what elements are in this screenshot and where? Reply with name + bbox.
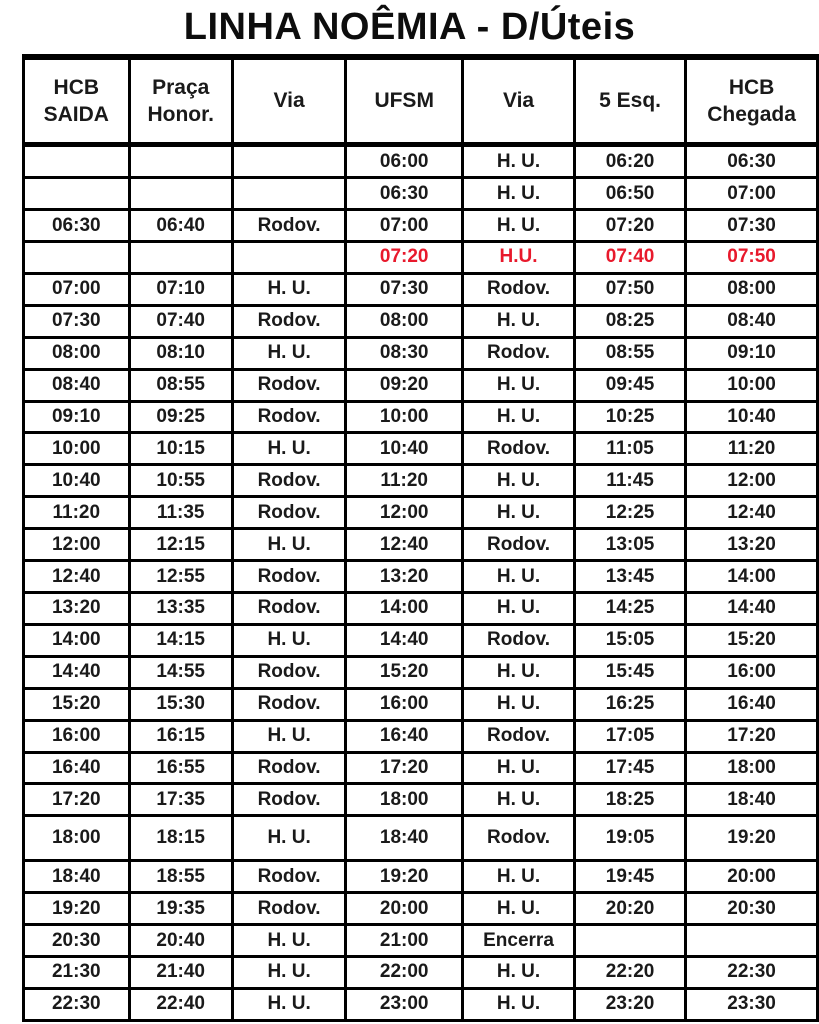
- time-cell: H. U.: [232, 529, 346, 561]
- time-cell: 17:05: [575, 720, 686, 752]
- time-cell: Encerra: [463, 925, 575, 957]
- time-cell: 22:00: [346, 957, 463, 989]
- time-cell: Rodov.: [463, 529, 575, 561]
- time-cell: H. U.: [463, 305, 575, 337]
- time-cell: 16:40: [346, 720, 463, 752]
- time-cell: 14:40: [24, 656, 130, 688]
- time-cell: 12:40: [686, 497, 818, 529]
- header-cell: [232, 57, 346, 145]
- time-cell: 07:00: [686, 178, 818, 210]
- time-cell: Rodov.: [232, 688, 346, 720]
- time-cell: 13:45: [575, 561, 686, 593]
- time-cell: 20:00: [686, 861, 818, 893]
- time-cell: H. U.: [463, 784, 575, 816]
- time-cell: 06:00: [346, 145, 463, 178]
- time-cell: Rodov.: [463, 816, 575, 861]
- header-cell: [463, 57, 575, 145]
- table-row: [24, 784, 818, 816]
- time-cell: 08:40: [686, 305, 818, 337]
- table-row: [24, 337, 818, 369]
- time-cell: 07:20: [346, 242, 463, 274]
- time-cell: H. U.: [463, 178, 575, 210]
- time-cell: H. U.: [463, 369, 575, 401]
- time-cell: H.U.: [463, 242, 575, 274]
- time-cell: Rodov.: [232, 369, 346, 401]
- table-row: [24, 988, 818, 1020]
- time-cell: 11:20: [346, 465, 463, 497]
- time-cell: 08:25: [575, 305, 686, 337]
- header-line: Chegada: [707, 103, 796, 126]
- time-cell: 07:00: [346, 210, 463, 242]
- time-cell: 11:05: [575, 433, 686, 465]
- time-cell: 07:30: [346, 273, 463, 305]
- time-cell: 21:00: [346, 925, 463, 957]
- time-cell: 13:20: [346, 561, 463, 593]
- time-cell: 07:50: [686, 242, 818, 274]
- header-line: Praça: [152, 75, 210, 99]
- time-cell: 09:10: [24, 401, 130, 433]
- time-cell: 17:35: [129, 784, 232, 816]
- time-cell: Rodov.: [463, 624, 575, 656]
- time-cell: H. U.: [463, 988, 575, 1020]
- table-row: [24, 925, 818, 957]
- header-cell: [129, 57, 232, 145]
- time-cell: Rodov.: [463, 720, 575, 752]
- time-cell: 14:00: [24, 624, 130, 656]
- time-cell: 10:40: [24, 465, 130, 497]
- time-cell: 16:00: [24, 720, 130, 752]
- time-cell: 23:20: [575, 988, 686, 1020]
- time-cell: Rodov.: [232, 401, 346, 433]
- header-cell: [346, 57, 463, 145]
- time-cell: 07:00: [24, 273, 130, 305]
- time-cell: [129, 242, 232, 274]
- time-cell: H. U.: [463, 688, 575, 720]
- header-line: Via: [502, 89, 535, 113]
- header-line: Via: [273, 89, 305, 113]
- time-cell: Rodov.: [232, 497, 346, 529]
- time-cell: 11:35: [129, 497, 232, 529]
- table-row: [24, 401, 818, 433]
- time-cell: 06:30: [686, 145, 818, 178]
- table-row: [24, 529, 818, 561]
- time-cell: 10:00: [24, 433, 130, 465]
- table-row: [24, 242, 818, 274]
- time-cell: 15:20: [686, 624, 818, 656]
- timetable-header-row: [24, 57, 818, 145]
- time-cell: 06:50: [575, 178, 686, 210]
- time-cell: Rodov.: [232, 752, 346, 784]
- time-cell: 16:40: [686, 688, 818, 720]
- time-cell: 22:30: [24, 988, 130, 1020]
- time-cell: 19:20: [346, 861, 463, 893]
- time-cell: H. U.: [463, 861, 575, 893]
- time-cell: 15:20: [24, 688, 130, 720]
- time-cell: 17:45: [575, 752, 686, 784]
- table-row: [24, 592, 818, 624]
- time-cell: H. U.: [232, 337, 346, 369]
- table-row: [24, 273, 818, 305]
- table-row: [24, 145, 818, 178]
- time-cell: 11:20: [24, 497, 130, 529]
- time-cell: 20:00: [346, 893, 463, 925]
- time-cell: 09:20: [346, 369, 463, 401]
- table-row: [24, 624, 818, 656]
- header-line: HCB: [728, 75, 775, 99]
- table-row: [24, 561, 818, 593]
- table-row: [24, 497, 818, 529]
- time-cell: 15:30: [129, 688, 232, 720]
- time-cell: 07:30: [24, 305, 130, 337]
- time-cell: 21:30: [24, 957, 130, 989]
- time-cell: 06:20: [575, 145, 686, 178]
- time-cell: 10:40: [686, 401, 818, 433]
- time-cell: 15:45: [575, 656, 686, 688]
- time-cell: 16:40: [24, 752, 130, 784]
- table-row: [24, 433, 818, 465]
- time-cell: 07:40: [129, 305, 232, 337]
- time-cell: 18:55: [129, 861, 232, 893]
- time-cell: H. U.: [463, 401, 575, 433]
- time-cell: 12:55: [129, 561, 232, 593]
- time-cell: Rodov.: [232, 210, 346, 242]
- time-cell: 07:50: [575, 273, 686, 305]
- time-cell: 10:15: [129, 433, 232, 465]
- time-cell: H. U.: [463, 497, 575, 529]
- time-cell: [232, 178, 346, 210]
- time-cell: 11:20: [686, 433, 818, 465]
- time-cell: 19:20: [686, 816, 818, 861]
- time-cell: Rodov.: [232, 465, 346, 497]
- time-cell: 17:20: [24, 784, 130, 816]
- time-cell: 12:40: [24, 561, 130, 593]
- time-cell: 19:20: [24, 893, 130, 925]
- table-row: [24, 752, 818, 784]
- table-row: [24, 656, 818, 688]
- time-cell: H. U.: [463, 656, 575, 688]
- time-cell: 07:10: [129, 273, 232, 305]
- time-cell: 07:20: [575, 210, 686, 242]
- table-row: [24, 861, 818, 893]
- time-cell: 09:25: [129, 401, 232, 433]
- time-cell: [129, 178, 232, 210]
- time-cell: 08:10: [129, 337, 232, 369]
- time-cell: 18:00: [24, 816, 130, 861]
- time-cell: 08:30: [346, 337, 463, 369]
- table-row: [24, 688, 818, 720]
- time-cell: 08:40: [24, 369, 130, 401]
- time-cell: 14:00: [686, 561, 818, 593]
- header-line: UFSM: [374, 89, 434, 113]
- time-cell: 11:45: [575, 465, 686, 497]
- time-cell: 19:35: [129, 893, 232, 925]
- time-cell: 18:25: [575, 784, 686, 816]
- time-cell: 18:40: [346, 816, 463, 861]
- time-cell: 10:55: [129, 465, 232, 497]
- time-cell: H. U.: [232, 433, 346, 465]
- time-cell: 12:25: [575, 497, 686, 529]
- table-row: [24, 957, 818, 989]
- time-cell: 17:20: [346, 752, 463, 784]
- time-cell: [575, 925, 686, 957]
- time-cell: 12:00: [686, 465, 818, 497]
- time-cell: 18:40: [24, 861, 130, 893]
- table-row: [24, 816, 818, 861]
- table-row: [24, 720, 818, 752]
- time-cell: 18:00: [686, 752, 818, 784]
- time-cell: H. U.: [463, 210, 575, 242]
- timetable-body: [24, 145, 818, 1021]
- time-cell: 14:25: [575, 592, 686, 624]
- time-cell: 13:05: [575, 529, 686, 561]
- time-cell: 14:55: [129, 656, 232, 688]
- time-cell: Rodov.: [232, 656, 346, 688]
- header-line: Honor.: [147, 103, 214, 126]
- time-cell: Rodov.: [232, 893, 346, 925]
- time-cell: 08:55: [575, 337, 686, 369]
- time-cell: 06:30: [346, 178, 463, 210]
- header-cell: [686, 57, 818, 145]
- table-row: [24, 893, 818, 925]
- time-cell: 15:20: [346, 656, 463, 688]
- time-cell: 22:20: [575, 957, 686, 989]
- time-cell: 19:05: [575, 816, 686, 861]
- time-cell: 08:00: [686, 273, 818, 305]
- time-cell: H. U.: [463, 561, 575, 593]
- time-cell: H. U.: [463, 893, 575, 925]
- time-cell: H. U.: [232, 624, 346, 656]
- time-cell: 21:40: [129, 957, 232, 989]
- time-cell: 12:40: [346, 529, 463, 561]
- time-cell: 20:20: [575, 893, 686, 925]
- time-cell: [232, 145, 346, 178]
- time-cell: 17:20: [686, 720, 818, 752]
- time-cell: 14:15: [129, 624, 232, 656]
- time-cell: 07:40: [575, 242, 686, 274]
- time-cell: [24, 178, 130, 210]
- time-cell: H. U.: [232, 925, 346, 957]
- time-cell: H. U.: [232, 816, 346, 861]
- time-cell: 10:00: [686, 369, 818, 401]
- time-cell: Rodov.: [232, 561, 346, 593]
- timetable: [22, 54, 819, 1022]
- table-row: [24, 178, 818, 210]
- time-cell: 13:20: [686, 529, 818, 561]
- table-row: [24, 465, 818, 497]
- time-cell: 14:40: [346, 624, 463, 656]
- time-cell: 13:35: [129, 592, 232, 624]
- time-cell: 16:00: [346, 688, 463, 720]
- time-cell: 08:00: [24, 337, 130, 369]
- time-cell: 12:00: [24, 529, 130, 561]
- time-cell: Rodov.: [463, 337, 575, 369]
- time-cell: 10:40: [346, 433, 463, 465]
- time-cell: 23:00: [346, 988, 463, 1020]
- time-cell: 13:20: [24, 592, 130, 624]
- time-cell: 10:25: [575, 401, 686, 433]
- time-cell: Rodov.: [232, 861, 346, 893]
- page-title: LINHA NOÊMIA - D/Úteis: [183, 6, 636, 48]
- time-cell: 12:15: [129, 529, 232, 561]
- time-cell: 06:30: [24, 210, 130, 242]
- time-cell: Rodov.: [232, 784, 346, 816]
- time-cell: 16:55: [129, 752, 232, 784]
- time-cell: 16:25: [575, 688, 686, 720]
- time-cell: Rodov.: [463, 273, 575, 305]
- time-cell: [24, 242, 130, 274]
- time-cell: H. U.: [463, 752, 575, 784]
- time-cell: 16:15: [129, 720, 232, 752]
- time-cell: 08:55: [129, 369, 232, 401]
- time-cell: 07:30: [686, 210, 818, 242]
- time-cell: 14:40: [686, 592, 818, 624]
- time-cell: H. U.: [232, 273, 346, 305]
- time-cell: 09:45: [575, 369, 686, 401]
- time-cell: Rodov.: [232, 592, 346, 624]
- time-cell: 15:05: [575, 624, 686, 656]
- time-cell: H. U.: [232, 988, 346, 1020]
- time-cell: 20:40: [129, 925, 232, 957]
- time-cell: 09:10: [686, 337, 818, 369]
- time-cell: H. U.: [463, 957, 575, 989]
- header-line: HCB: [53, 75, 100, 99]
- header-cell: [575, 57, 686, 145]
- time-cell: [232, 242, 346, 274]
- time-cell: 18:40: [686, 784, 818, 816]
- time-cell: H. U.: [463, 145, 575, 178]
- header-cell: [24, 57, 130, 145]
- time-cell: Rodov.: [463, 433, 575, 465]
- time-cell: 12:00: [346, 497, 463, 529]
- time-cell: [129, 145, 232, 178]
- time-cell: [686, 925, 818, 957]
- table-row: [24, 369, 818, 401]
- time-cell: Rodov.: [232, 305, 346, 337]
- time-cell: H. U.: [463, 592, 575, 624]
- table-row: [24, 305, 818, 337]
- time-cell: 20:30: [24, 925, 130, 957]
- time-cell: 19:45: [575, 861, 686, 893]
- time-cell: 23:30: [686, 988, 818, 1020]
- time-cell: 16:00: [686, 656, 818, 688]
- time-cell: 18:15: [129, 816, 232, 861]
- header-line: SAIDA: [43, 103, 109, 126]
- time-cell: 18:00: [346, 784, 463, 816]
- time-cell: 10:00: [346, 401, 463, 433]
- time-cell: 22:30: [686, 957, 818, 989]
- time-cell: 14:00: [346, 592, 463, 624]
- time-cell: 22:40: [129, 988, 232, 1020]
- header-line: 5 Esq.: [599, 89, 662, 113]
- time-cell: H. U.: [232, 720, 346, 752]
- time-cell: H. U.: [463, 465, 575, 497]
- time-cell: 06:40: [129, 210, 232, 242]
- time-cell: H. U.: [232, 957, 346, 989]
- table-row: [24, 210, 818, 242]
- time-cell: 20:30: [686, 893, 818, 925]
- time-cell: 08:00: [346, 305, 463, 337]
- time-cell: [24, 145, 130, 178]
